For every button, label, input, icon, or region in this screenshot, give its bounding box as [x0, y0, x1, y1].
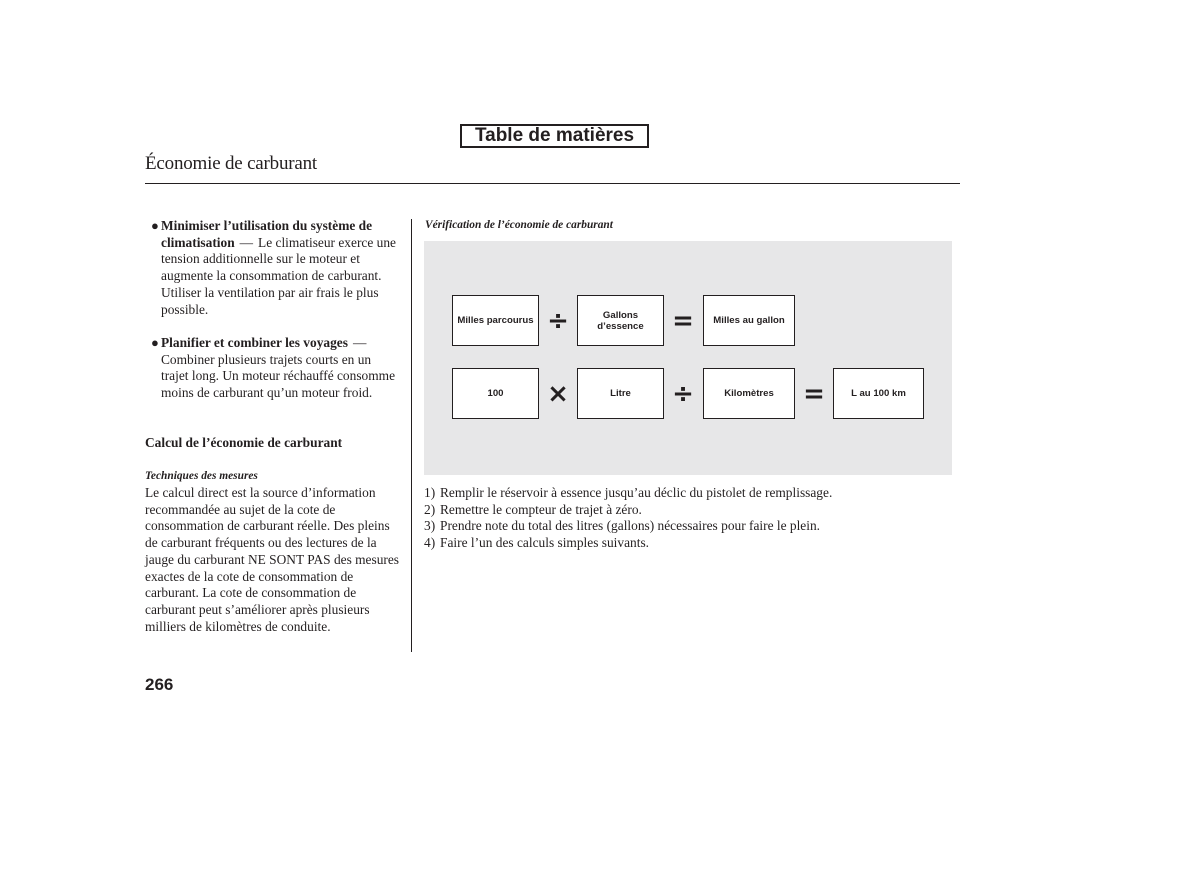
- diagram-heading: Vérification de l’économie de carburant: [425, 219, 613, 231]
- column-divider: [411, 219, 412, 652]
- formula-box-litre: Litre: [577, 368, 664, 419]
- formula-box-kilometres: Kilomètres: [703, 368, 795, 419]
- section-heading: Calcul de l’économie de carburant: [145, 435, 343, 450]
- measurement-paragraph: Le calcul direct est la source d’information recommandée au sujet de la cote de consommation de carburant réelle. Des pleins de carburant fréquents ou des lectures de la jauge du carburant NE SONT PAS des mesures exactes de la cote de consommation de carburant. La cote de consommation de carburant peut s’améliorer après plusieurs milliers de kilomètres de conduite.: [145, 485, 400, 634]
- step-item: [424, 485, 964, 502]
- step-text: Prendre note du total des litres (gallons) nécessaires pour faire le plein.: [440, 518, 821, 534]
- step-number: 3): [424, 518, 436, 534]
- formula-box-line: Gallons: [602, 309, 639, 321]
- formula-box-litres-per-100km: L au 100 km: [833, 368, 924, 419]
- bullet-icon: ●: [151, 218, 159, 233]
- formula-box-line: d’essence: [597, 320, 644, 332]
- tip-air-conditioning: [151, 218, 396, 318]
- multiply-icon: ×: [547, 379, 569, 409]
- step-text: Faire l’un des calculs simples suivants.: [440, 535, 650, 551]
- formula-box-miles-driven: Milles parcourus: [452, 295, 539, 346]
- equals-icon: =: [803, 379, 825, 409]
- formula-box-gallons: [577, 295, 664, 346]
- step-item: [424, 535, 964, 552]
- tip-combine-trips: [151, 335, 396, 402]
- formula-box-hundred: 100: [452, 368, 539, 419]
- steps-list: [424, 485, 964, 552]
- table-of-contents-button[interactable]: Table de matières: [460, 124, 649, 148]
- step-text: Remettre le compteur de trajet à zéro.: [440, 501, 642, 517]
- step-number: 1): [424, 485, 436, 500]
- formula-box-miles-per-gallon: Milles au gallon: [703, 295, 795, 346]
- subsection-heading: Techniques des mesures: [145, 470, 258, 482]
- em-dash: —: [352, 335, 367, 350]
- tip-text: Le climatiseur exerce une tension additionnelle sur le moteur et augmente la consommation de carburant. Utiliser la ventilation par air frais le plus possible.: [161, 234, 396, 317]
- tip-title: Minimiser l’utilisation du système de climatisation: [161, 218, 373, 250]
- header-divider: [145, 183, 960, 184]
- step-item: [424, 502, 964, 519]
- tip-text: Combiner plusieurs trajets courts en un trajet long. Un moteur réchauffé consomme moins de carburant qu’un moteur froid.: [161, 351, 396, 401]
- tip-title: Planifier et combiner les voyages: [161, 335, 348, 350]
- divide-icon: ÷: [547, 306, 569, 336]
- step-text: Remplir le réservoir à essence jusqu’au déclic du pistolet de remplissage.: [440, 485, 833, 500]
- step-number: 4): [424, 535, 436, 551]
- bullet-icon: ●: [151, 335, 159, 350]
- divide-icon: ÷: [672, 379, 694, 409]
- step-number: 2): [424, 501, 436, 517]
- step-item: [424, 518, 964, 535]
- fuel-economy-formula-diagram: [424, 241, 952, 475]
- em-dash: —: [239, 234, 254, 250]
- page-title: Économie de carburant: [145, 153, 317, 174]
- page-number: 266: [145, 675, 174, 694]
- equals-icon: =: [672, 306, 694, 336]
